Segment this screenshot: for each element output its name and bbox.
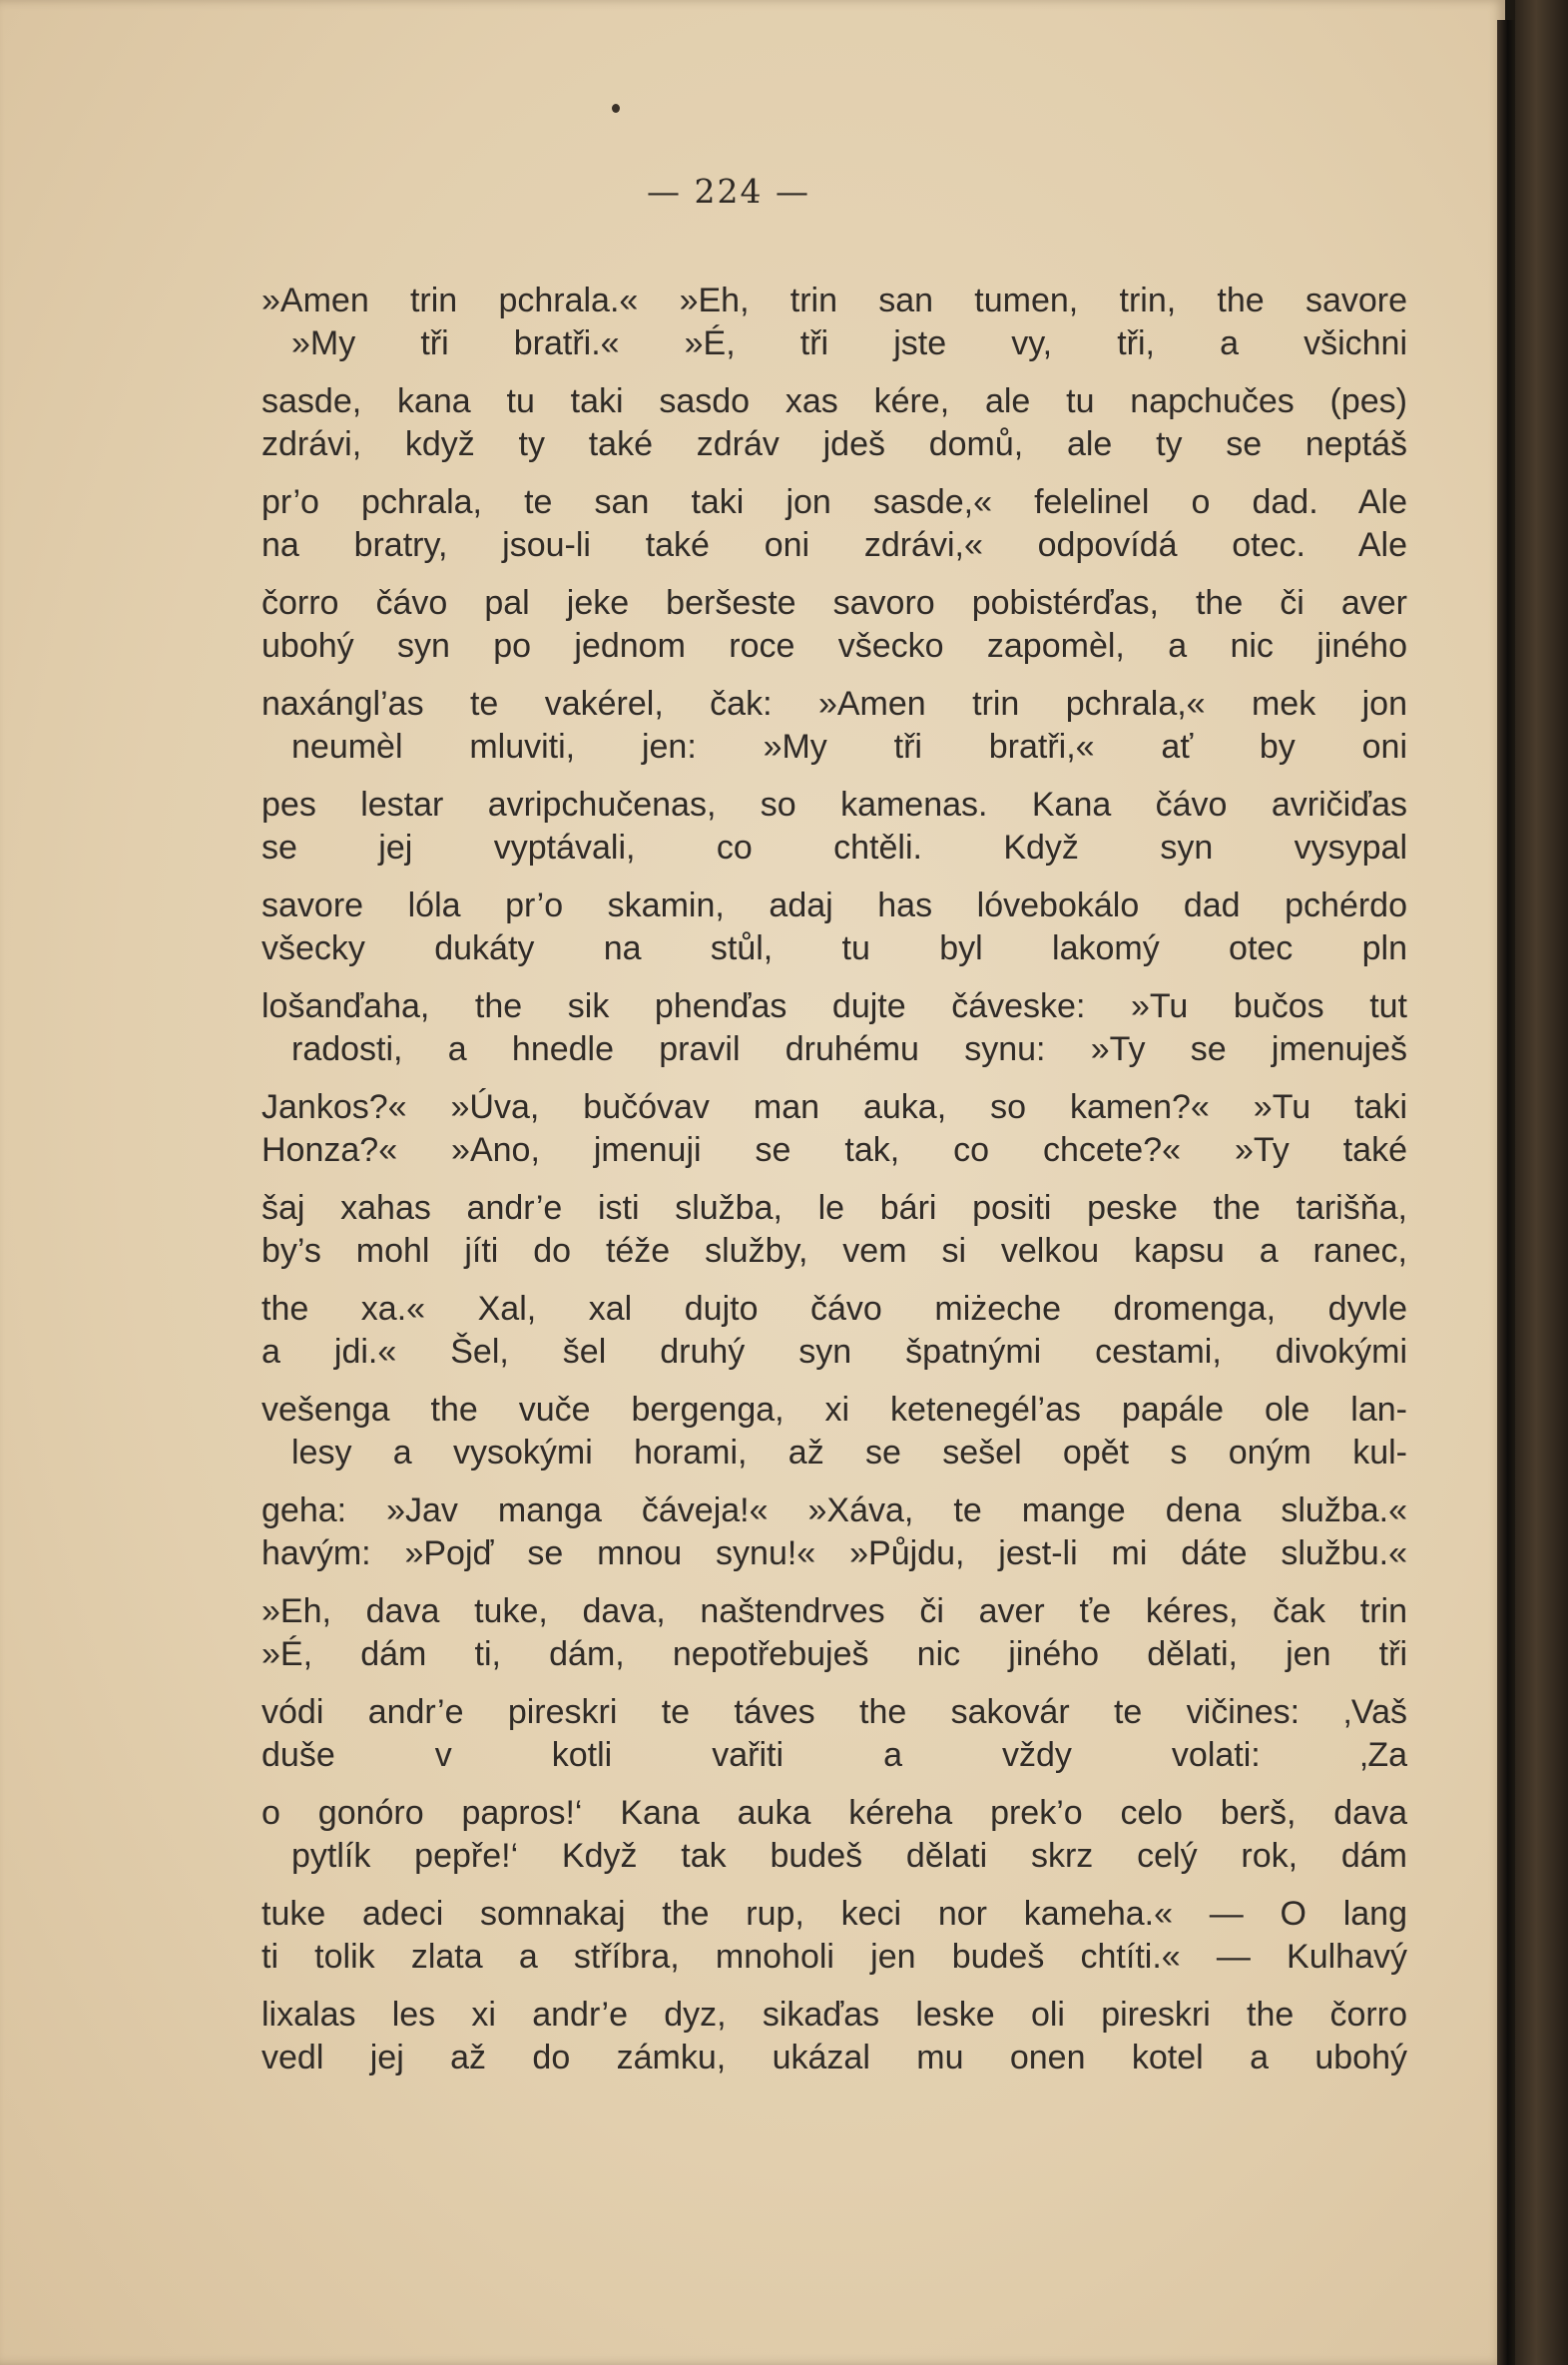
text-line-czech: ubohý syn po jednom roce všecko zapomèl, a nic jiného	[261, 627, 1407, 665]
book-edge	[1515, 0, 1568, 2365]
text-line-czech: a jdi.« Šel, šel druhý syn špatnými cestami, divokými	[261, 1333, 1407, 1371]
bilingual-text-block	[261, 280, 1407, 2079]
text-line-romani: tuke adeci somnakaj the rup, keci nor kameha.« — O lang	[261, 1895, 1407, 1933]
text-line-czech: na bratry, jsou-li také oni zdrávi,« odpovídá otec. Ale	[261, 526, 1407, 564]
text-line-romani: lixalas les xi andr’e dyz, sikaďas leske oli pireskri the čorro	[261, 1996, 1407, 2034]
text-line-czech: pytlík pepře!‘ Když tak budeš dělati skrz celý rok, dám	[291, 1837, 1407, 1875]
text-line-czech: se jej vyptávali, co chtěli. Když syn vysypal	[261, 829, 1407, 867]
text-line-czech: by’s mohl jíti do téže služby, vem si velkou kapsu a ranec,	[261, 1232, 1407, 1270]
page-number: — 224 —	[647, 172, 810, 211]
text-line-romani: Jankos?« »Úva, bučóvav man auka, so kamen?« »Tu taki	[261, 1088, 1407, 1126]
text-line-romani: vešenga the vuče bergenga, xi ketenegél’as papále ole lan-	[261, 1391, 1407, 1429]
text-line-romani: geha: »Jav manga čáveja!« »Xáva, te mange dena služba.«	[261, 1491, 1407, 1529]
text-line-czech: »My tři bratři.« »É, tři jste vy, tři, a všichni	[291, 324, 1407, 362]
text-line-romani: the xa.« Xal, xal dujto čávo miżeche dromenga, dyvle	[261, 1290, 1407, 1328]
text-line-romani: sasde, kana tu taki sasdo xas kére, ale tu napchučes (pes)	[261, 382, 1407, 420]
text-line-romani: o gonóro papros!‘ Kana auka kéreha prek’o celo berš, dava	[261, 1794, 1407, 1832]
text-line-czech: havým: »Pojď se mnou synu!« »Půjdu, jest-li mi dáte službu.«	[261, 1534, 1407, 1572]
text-line-czech: »É, dám ti, dám, nepotřebuješ nic jiného dělati, jen tři	[261, 1635, 1407, 1673]
text-line-romani: vódi andr’e pireskri te táves the sakovár te vičines: ‚Vaš	[261, 1693, 1407, 1731]
ink-speck	[612, 104, 620, 113]
text-line-romani: čorro čávo pal jeke beršeste savoro pobistérďas, the či aver	[261, 584, 1407, 622]
text-line-czech: vedl jej až do zámku, ukázal mu onen kotel a ubohý	[261, 2039, 1407, 2076]
text-line-romani: naxángl’as te vakérel, čak: »Amen trin pchrala,« mek jon	[261, 685, 1407, 723]
text-line-romani: šaj xahas andr’e isti služba, le bári positi peske the tarišňa,	[261, 1189, 1407, 1227]
text-line-czech: duše v kotli vařiti a vždy volati: ‚Za	[261, 1736, 1407, 1774]
text-line-romani: pr’o pchrala, te san taki jon sasde,« felelinel o dad. Ale	[261, 483, 1407, 521]
text-line-czech: neumèl mluviti, jen: »My tři bratři,« ať by oni	[291, 728, 1407, 766]
text-line-czech: lesy a vysokými horami, až se sešel opět s oným kul-	[291, 1434, 1407, 1472]
text-line-romani: savore lóla pr’o skamin, adaj has lóvebokálo dad pchérdo	[261, 887, 1407, 924]
text-line-romani: lošanďaha, the sik phenďas dujte čáveske: »Tu bučos tut	[261, 987, 1407, 1025]
text-line-czech: Honza?« »Ano, jmenuji se tak, co chcete?« »Ty také	[261, 1131, 1407, 1169]
binding-gutter	[1497, 20, 1515, 2365]
text-line-czech: zdrávi, když ty také zdráv jdeš domů, ale ty se neptáš	[261, 425, 1407, 463]
text-line-romani: »Eh, dava tuke, dava, naštendrves či aver ťe kéres, čak trin	[261, 1592, 1407, 1630]
text-line-czech: všecky dukáty na stůl, tu byl lakomý otec pln	[261, 929, 1407, 967]
text-line-romani: pes lestar avripchučenas, so kamenas. Kana čávo avričiďas	[261, 786, 1407, 824]
text-line-czech: ti tolik zlata a stříbra, mnoholi jen budeš chtíti.« — Kulhavý	[261, 1938, 1407, 1976]
text-line-czech: radosti, a hnedle pravil druhému synu: »Ty se jmenuješ	[291, 1030, 1407, 1068]
text-line-romani: »Amen trin pchrala.« »Eh, trin san tumen, trin, the savore	[261, 282, 1407, 319]
